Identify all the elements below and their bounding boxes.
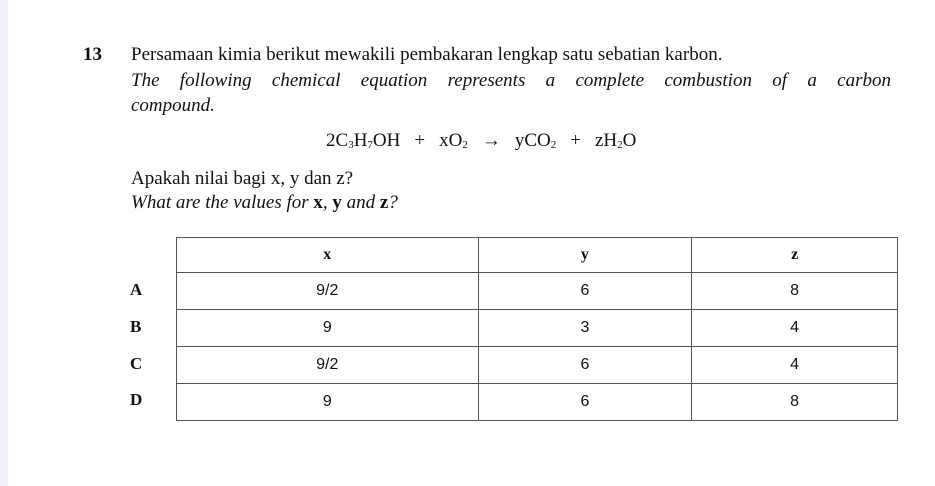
cell-c-y: 6 <box>478 347 692 384</box>
chemical-equation <box>326 130 636 152</box>
cell-d-x: 9 <box>177 384 479 421</box>
option-label-d: D <box>130 390 143 409</box>
cell-b-z: 4 <box>692 310 898 347</box>
eq-plus-2: + <box>570 130 581 151</box>
table-row-a <box>177 273 898 310</box>
option-label-a: A <box>130 280 143 299</box>
header-z: z <box>692 238 898 273</box>
header-y: y <box>478 238 692 273</box>
eq-reactant-propanol: $2C_3H_7OH$ <box>326 130 401 151</box>
cell-d-z: 8 <box>692 384 898 421</box>
table-row-b <box>177 310 898 347</box>
question-text-malay: Persamaan kimia berikut mewakili pembakaran lengkap satu sebatian karbon. <box>131 44 723 65</box>
eq-plus-1: + <box>414 130 426 151</box>
eq-arrow: → <box>481 130 501 151</box>
cell-b-x: 9 <box>177 310 479 347</box>
table-header-row <box>177 238 898 273</box>
eq-reactant-oxygen: $xO_2$ <box>439 130 468 151</box>
table-row-c <box>177 347 898 384</box>
eq-product-co2: yCO$_2$ <box>514 130 557 151</box>
option-label-b: B <box>130 317 142 336</box>
header-x: x <box>177 238 479 273</box>
cell-a-x: 9/2 <box>177 273 479 310</box>
cell-a-z: 8 <box>692 273 898 310</box>
exam-page <box>8 0 935 486</box>
prompt-malay: Apakah nilai bagi x, y dan z? <box>131 168 354 189</box>
question-text-english-line2: compound. <box>131 95 215 116</box>
cell-c-z: 4 <box>692 347 898 384</box>
cell-d-y: 6 <box>478 384 692 421</box>
prompt-english: What are the values for x, y and z? <box>131 192 398 213</box>
table-row-d <box>177 384 898 421</box>
cell-a-y: 6 <box>478 273 692 310</box>
cell-b-y: 3 <box>478 310 692 347</box>
question-number: 13 <box>83 44 102 65</box>
question-text-english-line1: The following chemical equation represents a complete combustion of a carbon <box>131 70 891 91</box>
eq-product-water: $zH_2O$ <box>594 130 637 151</box>
answer-options-table <box>176 237 898 421</box>
cell-c-x: 9/2 <box>177 347 479 384</box>
option-label-c: C <box>130 354 143 373</box>
